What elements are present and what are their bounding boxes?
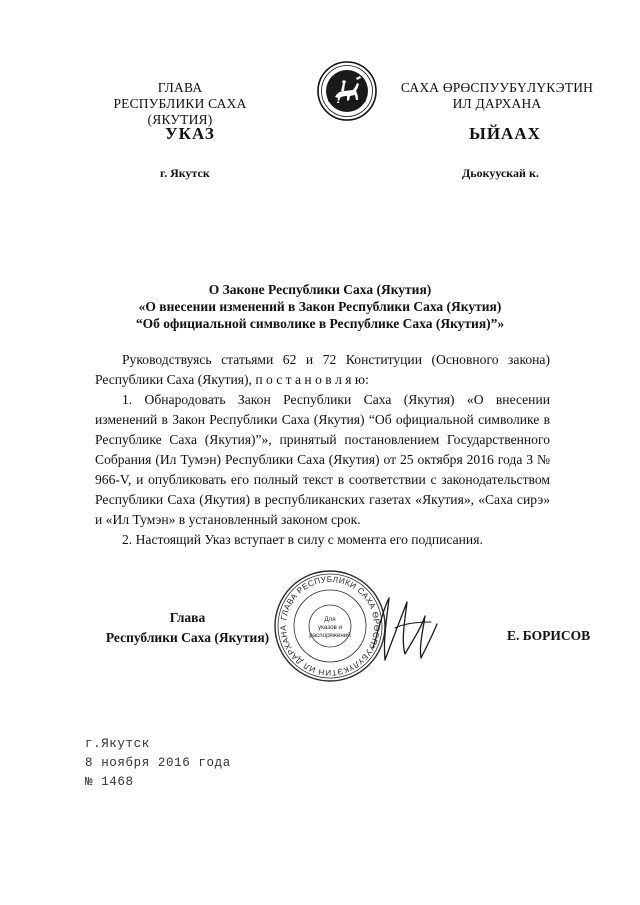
header-left-line1: ГЛАВА [157,80,203,95]
decree-title-sakha: ЫЙААХ [469,124,541,143]
subject-line2: «О внесении изменений в Закон Республики Саха (Якутия) [138,299,502,314]
header-left [80,80,280,128]
city-sakha: Дьокуускай к. [462,166,539,180]
signatory-name: Е. БОРИСОВ [507,628,591,643]
stamp-center-line3: распоряжений [309,632,351,639]
emblem-icon [316,60,378,122]
header-right-line1: САХА ӨРӨСПУУБҮЛҮКЭТИН [400,80,594,95]
stamp-ring-text: ГЛАВА РЕСПУБЛИКИ САХА ӨРӨСПУУБҮЛҮКЭТИН ИЛ ДАРХАНА [278,574,382,678]
decree-subject [60,281,580,332]
header-right-line2: ИЛ ДАРХАНА [452,96,542,111]
header-right [388,80,606,112]
handwritten-signature-icon [365,588,445,668]
signatory-title [95,608,280,648]
city-ru: г. Якутск [160,166,210,180]
emblem [316,60,378,122]
body-item-2: 2. Настоящий Указ вступает в силу с момента его подписания. [122,532,483,547]
stamp-center-line2: указов и [318,624,342,631]
body-intro: Руководствуясь статьями 62 и 72 Конституции (Основного закона) Республики Саха (Якутия), п о с т а н о в л я ю: [95,352,550,387]
subject-line3: “Об официальной символике в Республике Саха (Якутия)”» [135,316,505,331]
signatory-title-line2: Республики Саха (Якутия) [105,630,270,645]
decree-title-ru: УКАЗ [165,124,215,143]
body-item-1: 1. Обнародовать Закон Республики Саха (Якутия) «О внесении изменений в Закон Республики Саха (Якутия) “Об официальной символике в Республике Саха (Якутия)”», принятый постановлением Государственного Собрания (Ил Тумэн) Республики Саха (Якутия) от 25 октября 2016 года З № 966-V, и опубликовать его полный текст в соответствии с законодательством Республики Саха (Якутия) в республиканских газетах «Якутия», «Саха сирэ» и «Ил Тумэн» в установленный законом срок. [95,392,550,527]
footer-number: № 1468 [85,775,134,789]
footer-date: 8 ноября 2016 года [85,756,231,770]
header-left-line2: РЕСПУБЛИКИ САХА (ЯКУТИЯ) [113,96,247,127]
stamp-center-line1: Для [324,616,336,623]
footer-city: г.Якутск [85,737,150,751]
signatory-title-line1: Глава [169,610,206,625]
subject-line1: О Законе Республики Саха (Якутия) [208,282,432,297]
